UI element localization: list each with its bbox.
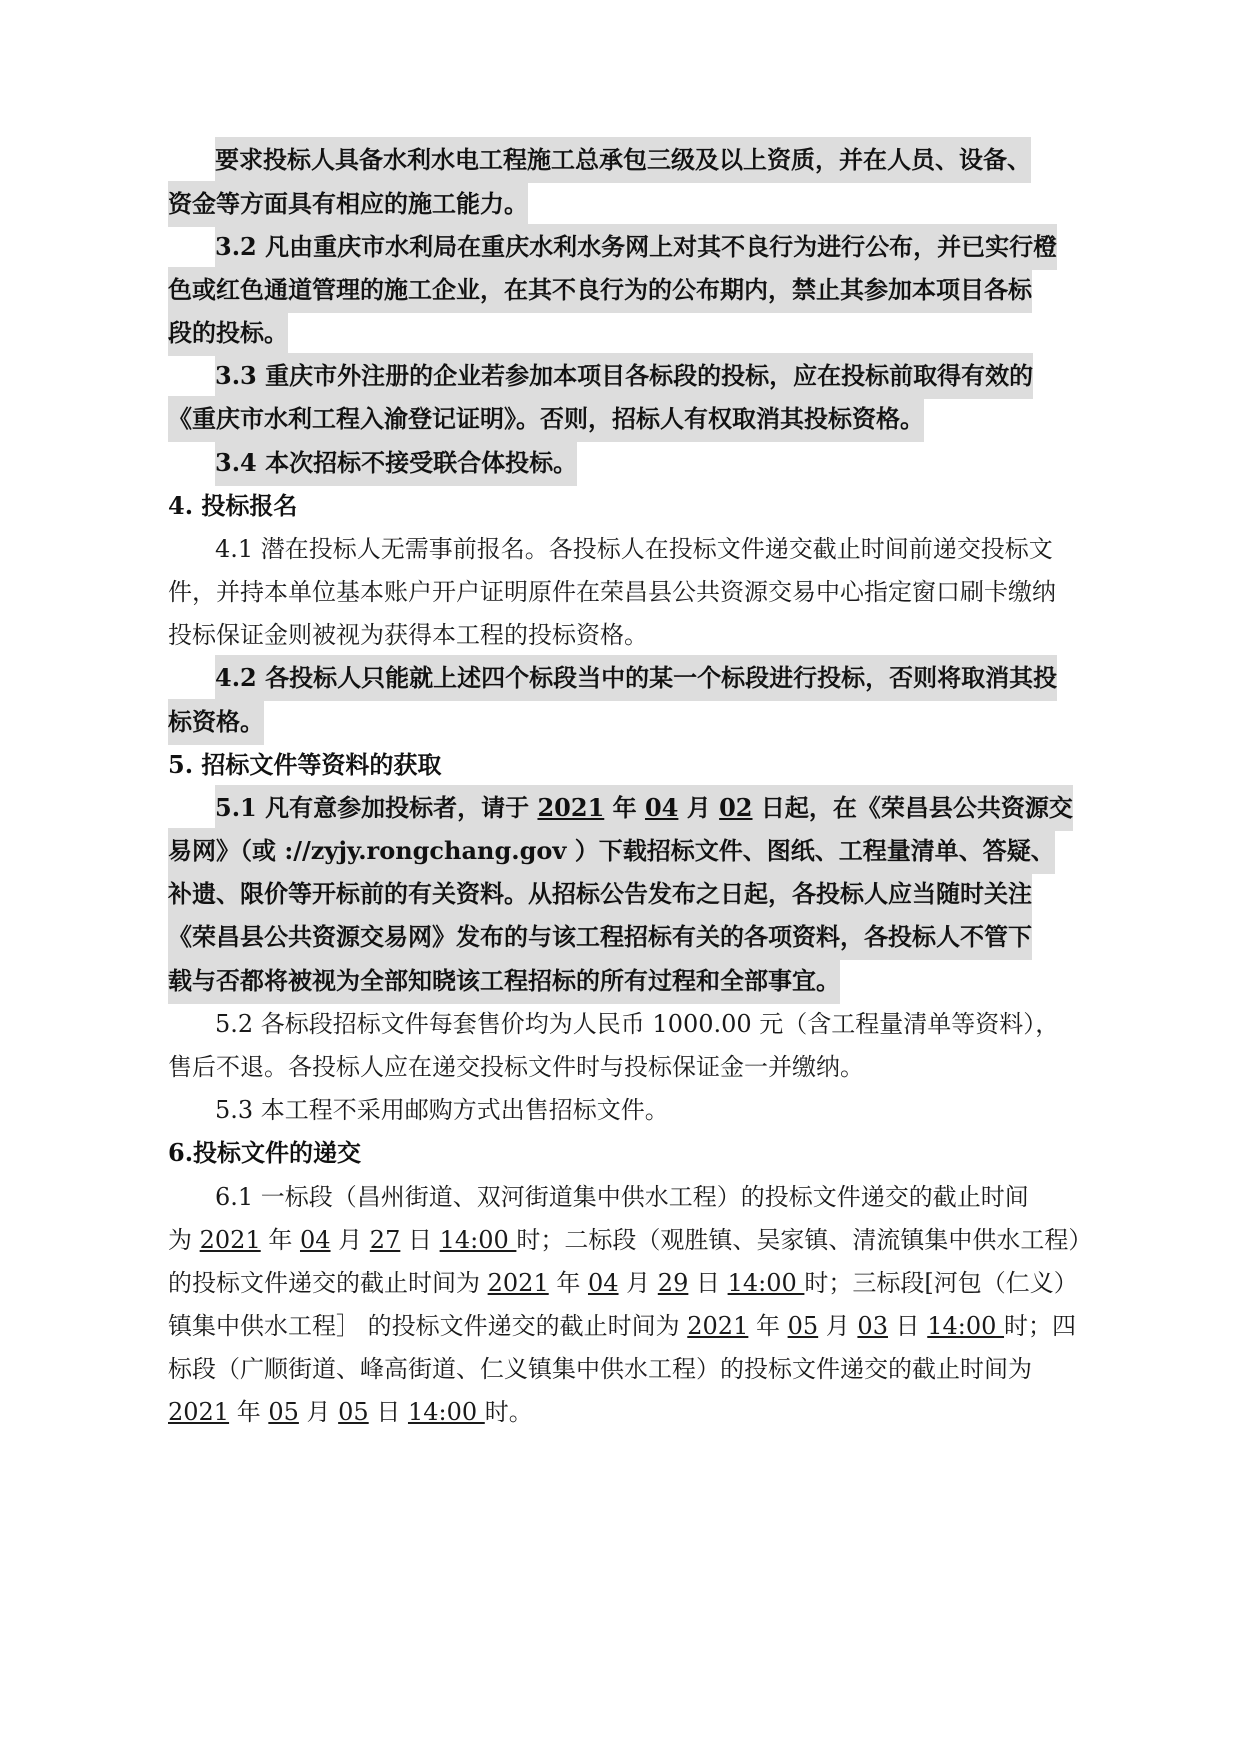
paragraph-line: 段的投标。 (168, 310, 288, 356)
paragraph-line: 载与否都将被视为全部知晓该工程招标的所有过程和全部事宜。 (168, 958, 840, 1004)
date-day: 03 (857, 1312, 888, 1340)
paragraph-line: 《重庆市水利工程入渝登记证明》。否则，招标人有权取消其投标资格。 (168, 396, 924, 442)
line-segment: 月 (818, 1312, 858, 1340)
line-segment: 年 (748, 1312, 788, 1340)
line-segment: 时；二标段（观胜镇、吴家镇、清流镇集中供水工程） (516, 1226, 1093, 1254)
line-segment: 日 (887, 1312, 928, 1340)
line-segment: 时；四 (1004, 1312, 1077, 1340)
line-segment: 月 (298, 1398, 339, 1426)
section-heading: 6.投标文件的递交 (168, 1138, 362, 1167)
paragraph-line: 4.2 各投标人只能就上述四个标段当中的某一个标段进行投标，否则将取消其投 (215, 655, 1057, 701)
line-segment: 时；三标段[河包（仁义） (804, 1269, 1078, 1297)
date-month: 05 (268, 1398, 299, 1426)
paragraph-line: 5.2 各标段招标文件每套售价均为人民币 1000.00 元（含工程量清单等资料）， (215, 1010, 1060, 1038)
line-segment: 标段（广顺街道、峰高街道、仁义镇集中供水工程）的投标文件递交的截止时间为 (168, 1355, 1032, 1383)
paragraph-line: 4.1 潜在投标人无需事前报名。各投标人在投标文件递交截止时间前递交投标文 (215, 535, 1053, 563)
paragraph-line: 5.3 本工程不采用邮购方式出售招标文件。 (215, 1096, 669, 1124)
paragraph-line: 标资格。 (168, 699, 264, 745)
paragraph-line (168, 1346, 1032, 1392)
paragraph-line: 件，并持本单位基本账户开户证明原件在荣昌县公共资源交易中心指定窗口刷卡缴纳 (168, 578, 1056, 606)
section-heading: 5. 招标文件等资料的获取 (168, 750, 442, 779)
paragraph-line (168, 1260, 1078, 1306)
paragraph-line: 6.1 一标段（昌州街道、双河街道集中供水工程）的投标文件递交的截止时间 (215, 1183, 1029, 1211)
paragraph-line: 资金等方面具有相应的施工能力。 (168, 181, 528, 227)
time-value: 14:00 (927, 1312, 1005, 1340)
date-year: 2021 (537, 793, 605, 822)
time-value: 14:00 (407, 1398, 485, 1426)
date-year: 2021 (487, 1269, 549, 1297)
paragraph-line: 色或红色通道管理的施工企业，在其不良行为的公布期内，禁止其参加本项目各标 (168, 267, 1032, 313)
line-segment: 时。 (484, 1398, 533, 1426)
paragraph-line (168, 1389, 533, 1435)
line-segment: 的投标文件递交的截止时间为 (168, 1269, 488, 1297)
line-segment: 日 (688, 1269, 728, 1297)
paragraph-line (168, 1303, 1076, 1349)
date-month: 05 (787, 1312, 819, 1340)
date-month: 04 (299, 1226, 331, 1254)
line-segment: 月 (330, 1226, 370, 1254)
time-value: 14:00 (439, 1226, 517, 1254)
date-day: 29 (657, 1269, 689, 1297)
date-day: 02 (719, 793, 753, 822)
line-segment: 镇集中供水工程］ 的投标文件递交的截止时间为 (168, 1312, 688, 1340)
date-year: 2021 (168, 1398, 230, 1426)
paragraph-line: 投标保证金则被视为获得本工程的投标资格。 (168, 621, 648, 649)
line-segment: 年 (604, 793, 645, 822)
date-month: 04 (587, 1269, 619, 1297)
line-segment: 月 (678, 793, 720, 822)
line-segment: 年 (260, 1226, 300, 1254)
paragraph-line: 要求投标人具备水利水电工程施工总承包三级及以上资质，并在人员、设备、 (215, 137, 1031, 183)
line-segment: 月 (618, 1269, 658, 1297)
paragraph-line: 售后不退。各投标人应在递交投标文件时与投标保证金一并缴纳。 (168, 1053, 864, 1081)
date-day: 05 (338, 1398, 369, 1426)
paragraph-line: 3.4 本次招标不接受联合体投标。 (215, 440, 577, 486)
section-heading: 4. 投标报名 (168, 491, 298, 520)
paragraph-line (215, 785, 1073, 831)
paragraph-line: 3.2 凡由重庆市水利局在重庆水利水务网上对其不良行为进行公布，并已实行橙 (215, 224, 1057, 270)
date-year: 2021 (199, 1226, 261, 1254)
time-value: 14:00 (727, 1269, 805, 1297)
paragraph-line: 3.3 重庆市外注册的企业若参加本项目各标段的投标，应在投标前取得有效的 (215, 353, 1033, 399)
date-day: 27 (369, 1226, 401, 1254)
line-segment: 5.1 凡有意参加投标者，请于 (215, 793, 538, 822)
line-segment: 日 (368, 1398, 408, 1426)
paragraph-line: 补遗、限价等开标前的有关资料。从招标公告发布之日起，各投标人应当随时关注 (168, 871, 1032, 917)
paragraph-line: 易网》（或 ://zyjy.rongchang.gov ）下载招标文件、图纸、工程量清单、答疑、 (168, 828, 1055, 874)
line-segment: 年 (548, 1269, 588, 1297)
line-segment: 日 (400, 1226, 440, 1254)
paragraph-line (168, 1217, 1092, 1263)
paragraph-line: 《荣昌县公共资源交易网》发布的与该工程招标有关的各项资料，各投标人不管下 (168, 914, 1032, 960)
line-segment: 为 (168, 1226, 200, 1254)
line-segment: 年 (229, 1398, 269, 1426)
date-year: 2021 (687, 1312, 749, 1340)
date-month: 04 (644, 793, 679, 822)
line-segment: 日起，在《荣昌县公共资源交 (752, 793, 1073, 822)
